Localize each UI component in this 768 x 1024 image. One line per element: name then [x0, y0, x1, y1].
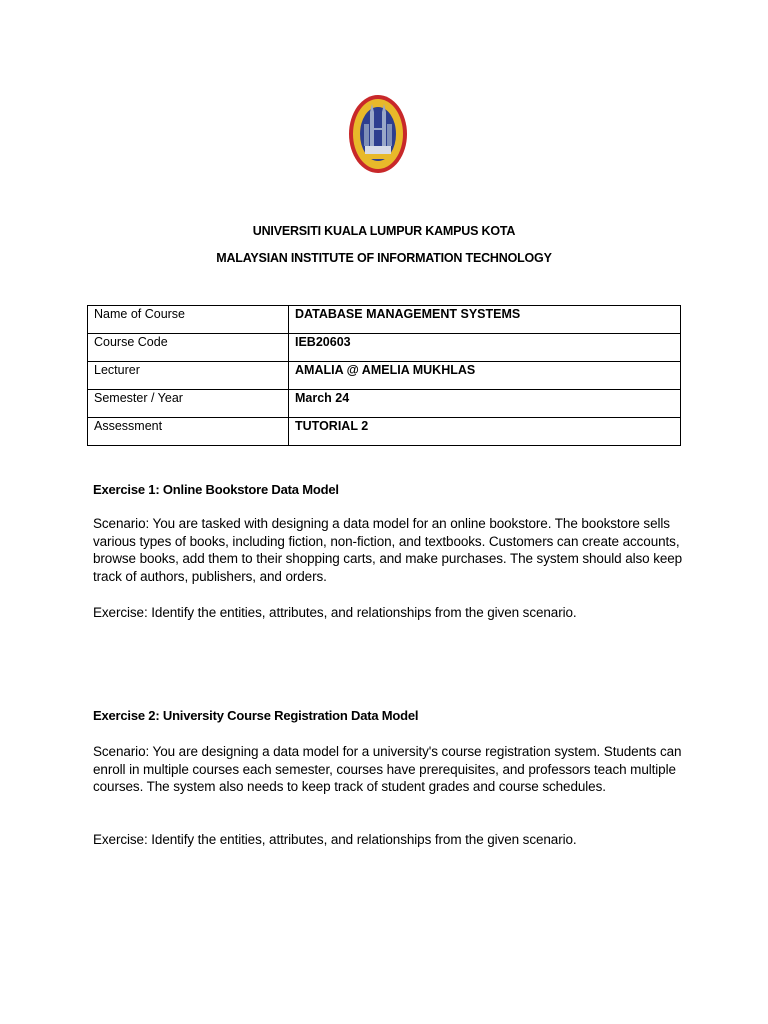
- university-name: UNIVERSITI KUALA LUMPUR KAMPUS KOTA: [252, 224, 516, 238]
- row-label: Assessment: [88, 418, 289, 446]
- exercise-1-title: Exercise 1: Online Bookstore Data Model: [93, 482, 339, 497]
- row-label: Course Code: [88, 334, 289, 362]
- row-label: Name of Course: [88, 306, 289, 334]
- course-info-table: [87, 305, 681, 446]
- row-value: DATABASE MANAGEMENT SYSTEMS: [289, 306, 681, 334]
- exercise-2-scenario: Scenario: You are designing a data model for a university's course registration system. Students can enroll in multiple courses each semester, courses have prerequisites, and professors teach multiple courses. The system also needs to keep track of student grades and course schedules.: [93, 744, 682, 794]
- exercise-1-scenario: Scenario: You are tasked with designing a data model for an online bookstore. The bookstore sells various types of books, including fiction, non-fiction, and textbooks. Customers can create accounts, browse books, add them to their shopping carts, and make purchases. The system should also keep track of authors, publishers, and orders.: [93, 516, 683, 584]
- row-value: AMALIA @ AMELIA MUKHLAS: [289, 362, 681, 390]
- exercise-2-title: Exercise 2: University Course Registration Data Model: [93, 708, 419, 723]
- exercise-2-task: Exercise: Identify the entities, attributes, and relationships from the given scenario.: [93, 832, 577, 847]
- university-crest-icon: [348, 94, 408, 174]
- university-crest-logo: [348, 94, 408, 174]
- row-value: IEB20603: [289, 334, 681, 362]
- table-row: [88, 334, 681, 362]
- table-row: [88, 306, 681, 334]
- institute-name: MALAYSIAN INSTITUTE OF INFORMATION TECHNOLOGY: [216, 251, 552, 265]
- table-row: [88, 390, 681, 418]
- exercise-1-task: Exercise: Identify the entities, attributes, and relationships from the given scenario.: [93, 605, 577, 620]
- row-value: TUTORIAL 2: [289, 418, 681, 446]
- row-label: Lecturer: [88, 362, 289, 390]
- row-label: Semester / Year: [88, 390, 289, 418]
- row-value: March 24: [289, 390, 681, 418]
- table-row: [88, 362, 681, 390]
- table-row: [88, 418, 681, 446]
